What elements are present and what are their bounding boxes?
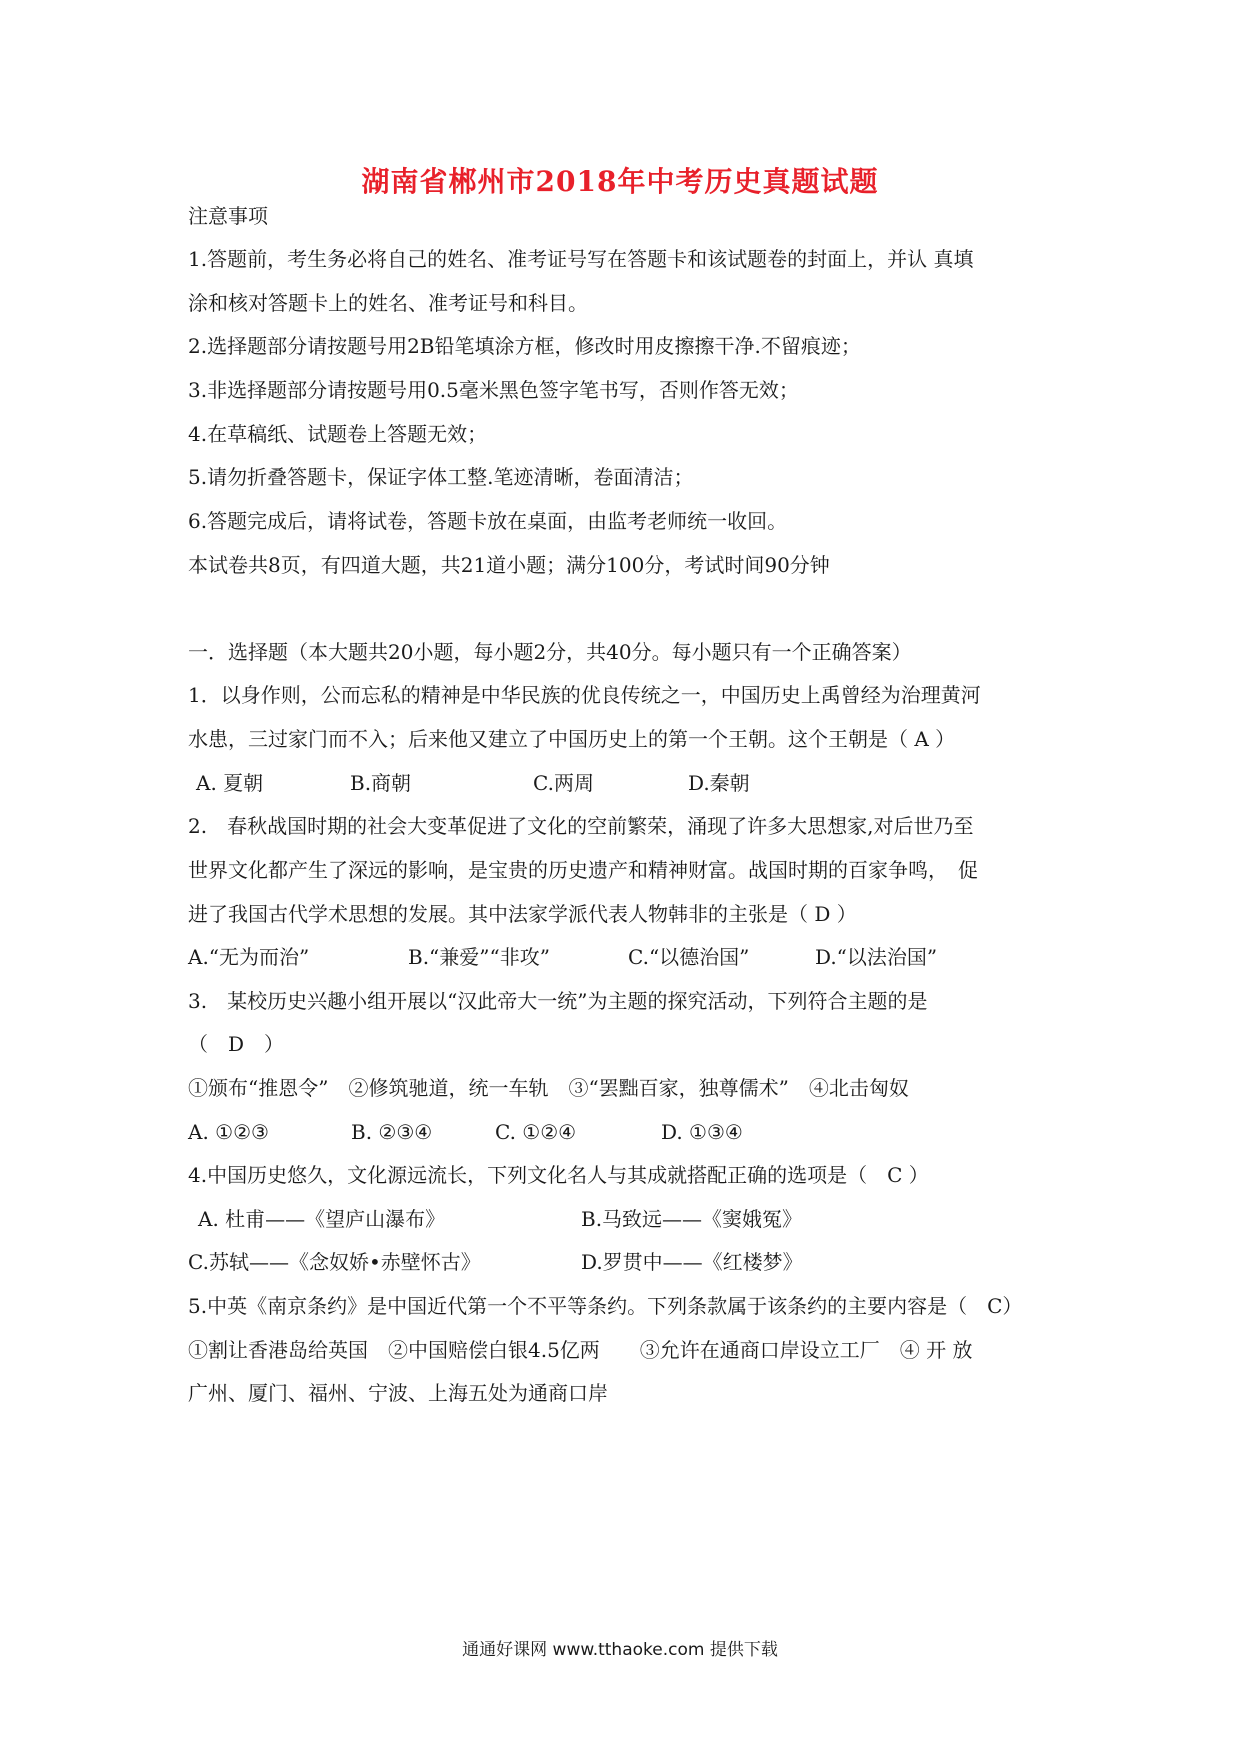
notice-summary: 本试卷共8页，有四道大题，共21道小题；满分100分，考试时间90分钟	[188, 553, 830, 577]
question-5-items: ①割让香港岛给英国 ②中国赔偿白银4.5亿两 ③允许在通商口岸设立工厂 ④ 开 放	[188, 1338, 973, 1362]
section-heading: 一．选择题（本大题共20小题，每小题2分，共40分。每小题只有一个正确答案）	[188, 640, 912, 664]
option-c: C.“以德治国”	[628, 945, 750, 969]
option-a: A. 杜甫——《望庐山瀑布》	[198, 1207, 446, 1231]
option-b: B.“兼爱”“非攻”	[408, 945, 550, 969]
option-b: B.马致远——《窦娥冤》	[581, 1207, 803, 1231]
notice-heading: 注意事项	[188, 204, 268, 228]
question-5-items: 广州、厦门、福州、宁波、上海五处为通商口岸	[188, 1381, 608, 1405]
option-b: B.商朝	[350, 771, 412, 795]
option-a: A. ①②③	[188, 1120, 269, 1144]
option-d: D.“以法治国”	[815, 945, 938, 969]
option-b: B. ②③④	[351, 1120, 433, 1144]
notice-item: 4.在草稿纸、试题卷上答题无效；	[188, 422, 488, 446]
notice-item: 2.选择题部分请按题号用2B铅笔填涂方框，修改时用皮擦擦干净.不留痕迹；	[188, 334, 861, 358]
option-c: C.两周	[533, 771, 594, 795]
page-title: 湖南省郴州市2018年中考历史真题试题	[361, 165, 879, 198]
question-3-items: ①颁布“推恩令” ②修筑驰道，统一车轨 ③“罢黜百家，独尊儒术” ④北击匈奴	[188, 1076, 909, 1100]
question-2-text: 世界文化都产生了深远的影响，是宝贵的历史遗产和精神财富。战国时期的百家争鸣， 促	[188, 858, 978, 882]
notice-item: 涂和核对答题卡上的姓名、准考证号和科目。	[188, 291, 588, 315]
option-c: C.苏轼——《念奴娇•赤壁怀古》	[188, 1250, 481, 1274]
question-3-text: 3. 某校历史兴趣小组开展以“汉此帝大一统”为主题的探究活动，下列符合主题的是	[188, 989, 928, 1013]
question-4-text: 4.中国历史悠久，文化源远流长，下列文化名人与其成就搭配正确的选项是（ C ）	[188, 1163, 929, 1187]
question-1-text: 1．以身作则，公而忘私的精神是中华民族的优良传统之一，中国历史上禹曾经为治理黄河	[188, 683, 981, 707]
question-2-text: 进了我国古代学术思想的发展。其中法家学派代表人物韩非的主张是（ D ）	[188, 902, 857, 926]
footer-credit: 通通好课网 www.tthaoke.com 提供下载	[462, 1640, 778, 1660]
option-a: A. 夏朝	[196, 771, 264, 795]
question-3-text: （ D ）	[188, 1032, 285, 1056]
option-c: C. ①②④	[495, 1120, 577, 1144]
notice-item: 5.请勿折叠答题卡，保证字体工整.笔迹清晰，卷面清洁；	[188, 465, 694, 489]
notice-item: 6.答题完成后，请将试卷，答题卡放在桌面，由监考老师统一收回。	[188, 509, 788, 533]
question-2-text: 2. 春秋战国时期的社会大变革促进了文化的空前繁荣，涌现了许多大思想家,对后世乃至	[188, 814, 974, 838]
option-d: D.秦朝	[688, 771, 750, 795]
notice-item: 1.答题前，考生务必将自己的姓名、准考证号写在答题卡和该试题卷的封面上，并认 真填	[188, 247, 974, 271]
question-1-text: 水患，三过家门而不入；后来他又建立了中国历史上的第一个王朝。这个王朝是（ A ）	[188, 727, 956, 751]
option-d: D. ①③④	[661, 1120, 743, 1144]
notice-item: 3.非选择题部分请按题号用0.5毫米黑色签字笔书写，否则作答无效；	[188, 378, 799, 402]
option-d: D.罗贯中——《红楼梦》	[581, 1250, 803, 1274]
question-5-text: 5.中英《南京条约》是中国近代第一个不平等条约。下列条款属于该条约的主要内容是（ C）	[188, 1294, 1023, 1318]
option-a: A.“无为而治”	[188, 945, 310, 969]
